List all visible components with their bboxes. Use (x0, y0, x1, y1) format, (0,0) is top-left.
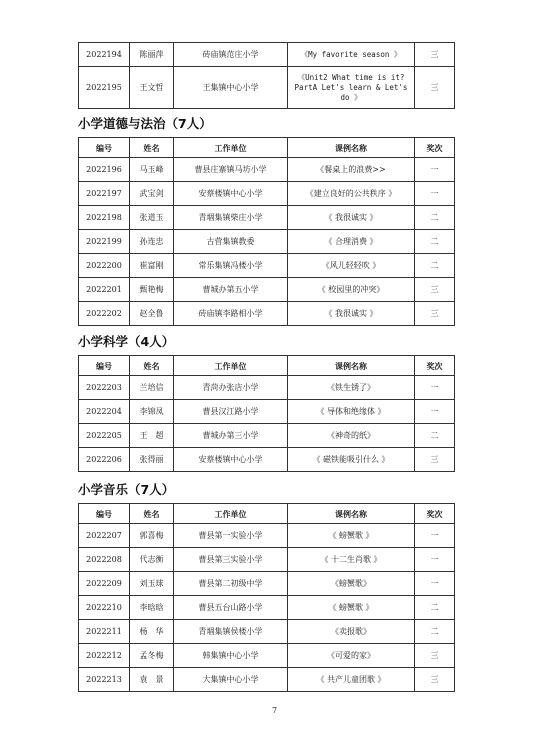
science-table (78, 355, 455, 472)
table-row (79, 620, 455, 644)
cell-unit: 安蔡楼镇中心小学 (174, 448, 288, 472)
cell-id: 2022196 (79, 158, 130, 182)
cell-unit: 砖庙镇李路相小学 (174, 302, 288, 326)
cell-unit: 曹城办第三小学 (174, 424, 288, 448)
cell-lesson: 《 我很诚实 》 (288, 302, 415, 326)
cell-unit: 安蔡楼镇中心小学 (174, 182, 288, 206)
table-row (79, 67, 455, 109)
cell-id: 2022202 (79, 302, 130, 326)
cell-award: 一 (415, 400, 455, 424)
table-row (79, 254, 455, 278)
cell-unit: 青菏办张店小学 (174, 376, 288, 400)
table-row (79, 278, 455, 302)
column-header: 工作单位 (174, 138, 288, 158)
cell-award: 二 (415, 230, 455, 254)
section-title-morality: 小学道德与法治（7人） (78, 116, 212, 131)
cell-award: 二 (415, 620, 455, 644)
column-header: 奖次 (415, 504, 455, 524)
cell-lesson: 《 螃蟹歌 》 (288, 524, 415, 548)
cell-award: 三 (415, 668, 455, 692)
cell-award: 三 (415, 644, 455, 668)
cell-award: 二 (415, 424, 455, 448)
cell-award: 一 (415, 376, 455, 400)
cell-name: 袁 景 (130, 668, 174, 692)
cell-unit: 青堌集镇柴庄小学 (174, 206, 288, 230)
cell-lesson: 《铁生锈了》 (288, 376, 415, 400)
cell-id: 2022211 (79, 620, 130, 644)
cell-lesson: 《螃蟹歌》 (288, 572, 415, 596)
table-row (79, 43, 455, 67)
cell-name: 李晗晗 (130, 596, 174, 620)
cell-name: 陈丽萍 (130, 43, 174, 67)
table-row (79, 376, 455, 400)
cell-unit: 砖庙镇范庄小学 (174, 43, 288, 67)
cell-id: 2022198 (79, 206, 130, 230)
column-header: 姓名 (130, 504, 174, 524)
table-header-row (79, 356, 455, 376)
cell-unit: 曹县庄寨镇马坊小学 (174, 158, 288, 182)
cell-name: 马玉峰 (130, 158, 174, 182)
column-header: 编号 (79, 138, 130, 158)
cell-lesson: 《My favorite season 》 (288, 43, 415, 67)
cell-id: 2022208 (79, 548, 130, 572)
cell-unit: 韩集镇中心小学 (174, 644, 288, 668)
cell-id: 2022194 (79, 43, 130, 67)
cell-award: 三 (415, 448, 455, 472)
cell-name: 崔富刚 (130, 254, 174, 278)
cell-lesson: 《 磁铁能吸引什么 》 (288, 448, 415, 472)
morality-table (78, 137, 455, 326)
cell-name: 张得丽 (130, 448, 174, 472)
cell-unit: 王集镇中心小学 (174, 67, 288, 109)
cell-unit: 常乐集镇冯楼小学 (174, 254, 288, 278)
cell-id: 2022201 (79, 278, 130, 302)
cell-unit: 青堌集镇侯楼小学 (174, 620, 288, 644)
cell-name: 张道玉 (130, 206, 174, 230)
cell-name: 兰培信 (130, 376, 174, 400)
section-title-science: 小学科学（4人） (78, 334, 175, 349)
cell-award: 二 (415, 596, 455, 620)
table-row (79, 644, 455, 668)
cell-award: 三 (415, 67, 455, 109)
cell-name: 李锦凤 (130, 400, 174, 424)
music-table (78, 503, 455, 692)
cell-id: 2022206 (79, 448, 130, 472)
cell-name: 孙连忠 (130, 230, 174, 254)
top-table (78, 42, 455, 109)
cell-unit: 曹县五台山路小学 (174, 596, 288, 620)
cell-id: 2022203 (79, 376, 130, 400)
cell-name: 王文哲 (130, 67, 174, 109)
cell-id: 2022213 (79, 668, 130, 692)
cell-unit: 曹县第三实验小学 (174, 548, 288, 572)
cell-name: 孟冬梅 (130, 644, 174, 668)
cell-award: 三 (415, 302, 455, 326)
table-row (79, 182, 455, 206)
column-header: 奖次 (415, 138, 455, 158)
column-header: 课例名称 (288, 504, 415, 524)
cell-id: 2022205 (79, 424, 130, 448)
cell-id: 2022207 (79, 524, 130, 548)
cell-award: 一 (415, 524, 455, 548)
cell-lesson: 《风儿轻轻吹 》 (288, 254, 415, 278)
cell-id: 2022200 (79, 254, 130, 278)
column-header: 课例名称 (288, 138, 415, 158)
table-row (79, 572, 455, 596)
column-header: 编号 (79, 356, 130, 376)
column-header: 奖次 (415, 356, 455, 376)
cell-id: 2022197 (79, 182, 130, 206)
cell-id: 2022209 (79, 572, 130, 596)
cell-lesson: 《 导体和绝缘体 》 (288, 400, 415, 424)
cell-name: 杨 华 (130, 620, 174, 644)
cell-lesson: 《 螃蟹歌 》 (288, 596, 415, 620)
cell-lesson: 《 共产儿童团歌 》 (288, 668, 415, 692)
cell-id: 2022199 (79, 230, 130, 254)
cell-name: 武宝剑 (130, 182, 174, 206)
table-row (79, 206, 455, 230)
cell-lesson: 《Unit2 What time is it? PartA Let's learn & Let's do 》 (288, 67, 415, 109)
cell-unit: 曹县第二初级中学 (174, 572, 288, 596)
table-row (79, 548, 455, 572)
cell-lesson: 《卖报歌》 (288, 620, 415, 644)
table-row (79, 302, 455, 326)
column-header: 编号 (79, 504, 130, 524)
cell-id: 2022210 (79, 596, 130, 620)
cell-award: 一 (415, 548, 455, 572)
table-row (79, 524, 455, 548)
cell-lesson: 《 我很诚实 》 (288, 206, 415, 230)
table-row (79, 400, 455, 424)
cell-name: 刘玉球 (130, 572, 174, 596)
section-title-music: 小学音乐（7人） (78, 482, 175, 497)
cell-lesson: 《建立良好的公共秩序 》 (288, 182, 415, 206)
cell-award: 二 (415, 206, 455, 230)
cell-award: 三 (415, 43, 455, 67)
cell-name: 郭喜梅 (130, 524, 174, 548)
cell-unit: 曹县第一实验小学 (174, 524, 288, 548)
cell-name: 代志衡 (130, 548, 174, 572)
cell-id: 2022204 (79, 400, 130, 424)
cell-lesson: 《餐桌上的浪费>> (288, 158, 415, 182)
page-number: 7 (271, 706, 278, 715)
cell-award: 二 (415, 254, 455, 278)
column-header: 课例名称 (288, 356, 415, 376)
cell-name: 甄艳梅 (130, 278, 174, 302)
table-row (79, 230, 455, 254)
column-header: 姓名 (130, 138, 174, 158)
cell-name: 王 超 (130, 424, 174, 448)
cell-id: 2022212 (79, 644, 130, 668)
cell-award: 三 (415, 278, 455, 302)
cell-lesson: 《神奇的纸》 (288, 424, 415, 448)
table-row (79, 158, 455, 182)
cell-lesson: 《 合理消费 》 (288, 230, 415, 254)
column-header: 姓名 (130, 356, 174, 376)
cell-lesson: 《可爱的家》 (288, 644, 415, 668)
table-row (79, 596, 455, 620)
table-row (79, 424, 455, 448)
column-header: 工作单位 (174, 504, 288, 524)
column-header: 工作单位 (174, 356, 288, 376)
cell-name: 赵全鲁 (130, 302, 174, 326)
table-header-row (79, 504, 455, 524)
cell-id: 2022195 (79, 67, 130, 109)
table-header-row (79, 138, 455, 158)
cell-lesson: 《 校园里的冲突》 (288, 278, 415, 302)
cell-unit: 古营集镇教委 (174, 230, 288, 254)
table-row (79, 668, 455, 692)
cell-award: 一 (415, 158, 455, 182)
cell-award: 一 (415, 572, 455, 596)
table-row (79, 448, 455, 472)
cell-unit: 大集镇中心小学 (174, 668, 288, 692)
cell-unit: 曹城办第五小学 (174, 278, 288, 302)
cell-award: 一 (415, 182, 455, 206)
cell-lesson: 《 十二生肖歌 》 (288, 548, 415, 572)
cell-unit: 曹县汉江路小学 (174, 400, 288, 424)
